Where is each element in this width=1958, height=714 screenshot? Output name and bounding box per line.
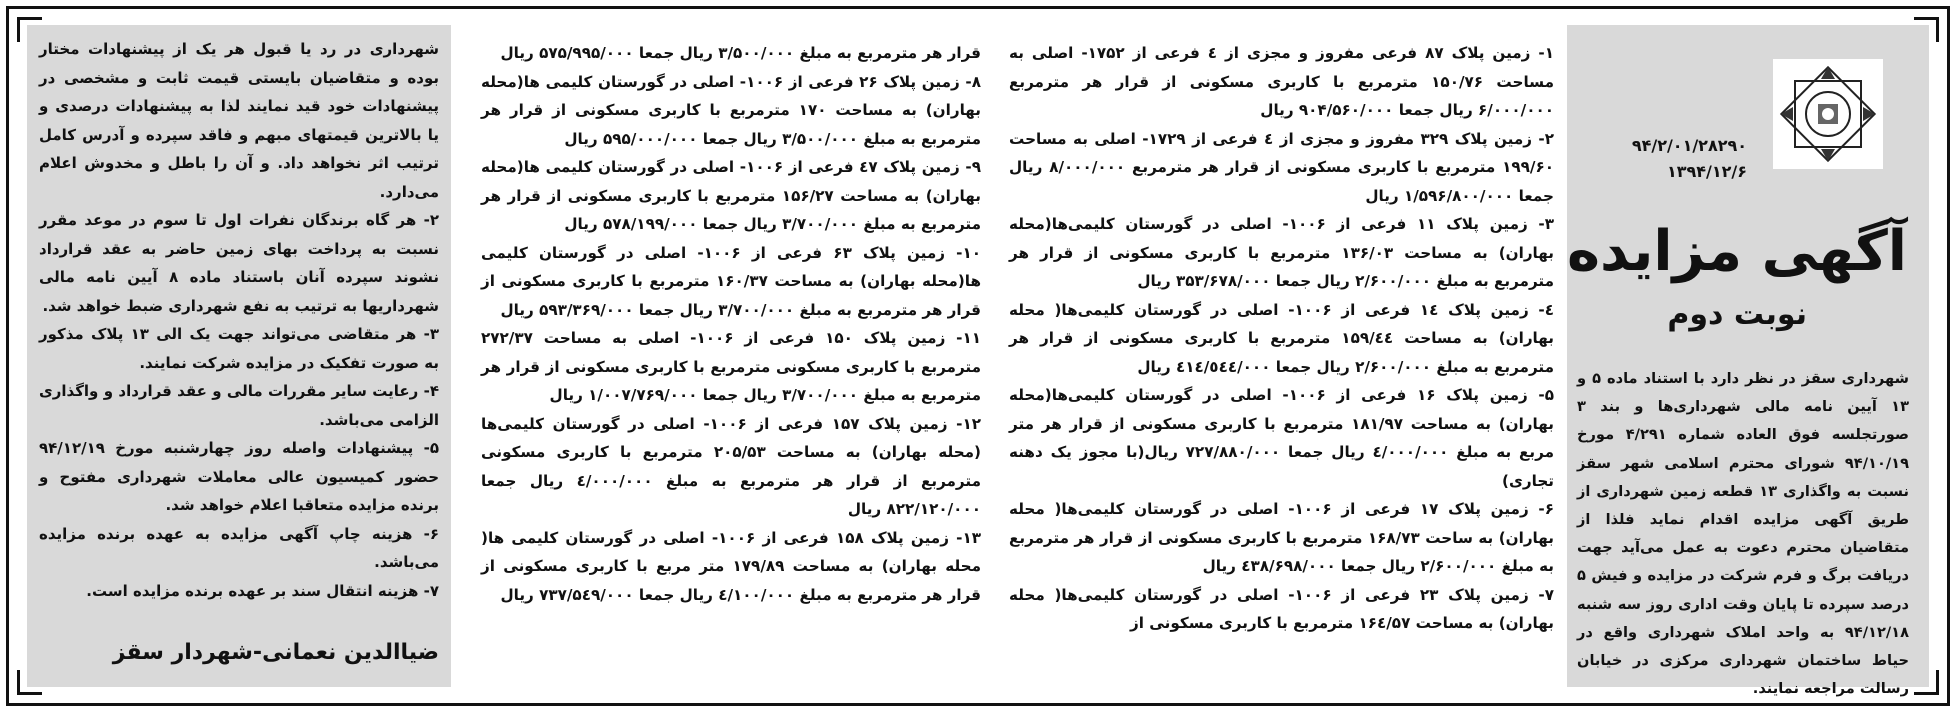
parcel-item: ۱- زمین پلاک ۸۷ فرعی مفروز و مجزی از ٤ فرعی از ۱۷۵۲- اصلی به مساحت ۱۵۰/۷۶ مترمربع با کاربری مسکونی از قرار هر مترمربع ۶/۰۰۰/۰۰۰ ریال جمعا ۹۰۴/۵۶۰/۰۰۰ ریال (1009, 44, 1555, 119)
parcel-item: ۹- زمین پلاک ٤۷ فرعی از ۱۰۰۶- اصلی در گورستان کلیمی ها(محله بهاران) به مساحت ۱۵۶/۲۷ مترمربع با کاربری مسکونی از قرار هر مترمربع به مبلغ ۳/۷۰۰/۰۰۰ ریال جمعا ۵۷۸/۱۹۹/۰۰۰ ریال (481, 158, 981, 233)
condition-item: ۴- رعایت سایر مقررات مالی و عقد قرارداد و واگذاری الزامی می‌باشد. (39, 382, 439, 429)
parcel-item: قرار هر مترمربع به مبلغ ۳/۵۰۰/۰۰۰ ریال جمعا ۵۷۵/۹۹۵/۰۰۰ ریال (500, 44, 981, 62)
parcel-item: ۶- زمین پلاک ۱۷ فرعی از ۱۰۰۶- اصلی در گورستان کلیمی‌ها( محله بهاران) به ساحت ۱۶۸/۷۳ مترمربع با کاربری مسکونی از قرار هر مترمربع به مبلغ ۲/۶۰۰/۰۰۰ ریال جمعا ٤۳۸/۶۹۸/۰۰۰ ریال (1009, 500, 1554, 575)
parcels-column-2 (481, 39, 981, 609)
reference-number: ۹۴/۲/۰۱/۲۸۲۹۰ (1631, 136, 1747, 155)
condition-item: ۵- پیشنهادات واصله روز چهارشنبه مورخ ۹۴/۱۲/۱۹ حضور کمیسیون عالی معاملات شهرداری مفتوح و برنده مزایده متعاقبا اعلام خواهد شد. (39, 439, 439, 514)
parcel-item: ۵- زمین پلاک ۱۶ فرعی از ۱۰۰۶- اصلی در گورستان کلیمی‌ها(محله بهاران) به مساحت ۱۸۱/۹۷ مترمربع با کاربری مسکونی از قرار هر متر مربع به مبلغ ٤/۰۰۰/۰۰۰ ریال جمعا ۷۲۷/۸۸۰/۰۰۰ ریال(با مجوز یک دهنه تجاری) (1009, 386, 1555, 490)
parcel-item: ۷- زمین پلاک ۲۳ فرعی از ۱۰۰۶- اصلی در گورستان کلیمی‌ها( محله بهاران) به مساحت ۱۶٤/۵۷ مترمربع با کاربری مسکونی از (1009, 585, 1554, 632)
page-subtitle: نوبت دوم (1667, 297, 1807, 332)
municipality-emblem-icon (1773, 59, 1883, 169)
page-title: آگهی مزایده (1566, 219, 1907, 284)
condition-item: ۳- هر متقاضی می‌تواند جهت یک الی ۱۳ پلاک مذکور به صورت تفکیک در مزایده شرکت نمایند. (39, 325, 439, 372)
parcel-item: ٤- زمین پلاک ١٤ فرعی از ۱۰۰۶- اصلی در گورستان کلیمی‌ها( محله بهاران) به مساحت ۱۵۹/٤٤ مترمربع با کاربری مسکونی از قرار هر مترمربع به مبلغ ۲/۶۰۰/۰۰۰ ریال جمعا ٤١٤/٥٤٤/۰۰۰ ریال (1009, 300, 1554, 376)
reference-date: ۱۳۹۴/۱۲/۶ (1666, 162, 1747, 181)
parcel-item: ۱۱- زمین پلاک ۱۵۰ فرعی از ۱۰۰۶- اصلی به مساحت ۲۷۲/۳۷ مترمربع با کاربری مسکونی مترمربع با کاربری مسکونی از قرار هر مترمربع به مبلغ ۳/۷۰۰/۰۰۰ ریال جمعا ۱/۰۰۷/۷۶۹/۰۰۰ ریال (481, 329, 981, 404)
reference-block (1632, 133, 1747, 185)
parcel-item: ۳- زمین پلاک ۱۱ فرعی از ۱۰۰۶- اصلی در گورستان کلیمی‌ها(محله بهاران) به مساحت ۱۳۶/۰۳ مترمربع با کاربری مسکونی از قرار هر مترمربع به مبلغ ۲/۶۰۰/۰۰۰ ریال جمعا ۳۵۳/۶۷۸/۰۰۰ ریال (1009, 215, 1555, 290)
intro-text: شهرداری سقز در نظر دارد با استناد ماده ۵ و ۱۳ آیین نامه مالی شهرداری‌ها و بند ۳ صورتجلسه فوق العاده شماره ۴/۲۹۱ مورخ ۹۴/۱۰/۱۹ شورای محترم اسلامی شهر سقز نسبت به واگذاری ۱۳ قطعه زمین شهرداری از طریق آگهی مزایده اقدام نماید فلذا از متقاضیان محترم دعوت به عمل می‌آید جهت دریافت برگ و فرم شرکت در مزایده و فیش ۵ درصد سپرده تا پایان وقت اداری روز سه شنبه ۹۴/۱۲/۱۸ به واحد املاک شهرداری واقع در حیاط ساختمان شهرداری مرکزی در خیابان رسالت مراجعه نمایند. (1577, 370, 1910, 698)
mayor-signature: ضیاالدین نعمانی-شهردار سقز (112, 640, 439, 665)
parcel-item: ۸- زمین پلاک ۲۶ فرعی از ۱۰۰۶- اصلی در گورستان کلیمی ها(محله بهاران) به مساحت ۱۷۰ مترمربع با کاربری مسکونی از قرار هر مترمربع به مبلغ ۳/۵۰۰/۰۰۰ ریال جمعا ۵۹۵/۰۰۰/۰۰۰ ریال (481, 72, 981, 148)
advertisement-frame (6, 6, 1950, 706)
condition-item: ۲- هر گاه برندگان نفرات اول تا سوم در موعد مقرر نسبت به پرداخت بهای زمین حاضر به عقد قرارداد نشوند سپرده آنان باستناد ماده ۸ آیین نامه مالی شهرداریها به ترتیب به نفع شهرداری ضبط خواهد شد. (39, 211, 439, 315)
condition-item: شهرداری در رد یا قبول هر یک از پیشنهادات مختار بوده و متقاضیان بایستی قیمت ثابت و مشخصی در پیشنهادات خود قید نمایند لذا به پیشنهادات درصدی و یا بالاترین قیمتهای مبهم و فاقد سپرده و آدرس کامل ترتیب اثر نخواهد داد. و آن را باطل و مخدوش اعلام می‌دارد. (39, 40, 439, 201)
conditions-column (39, 35, 439, 605)
parcels-column-1 (1009, 39, 1554, 638)
condition-item: ۶- هزینه چاپ آگهی مزایده به عهده برنده مزایده می‌باشد. (39, 524, 439, 571)
parcel-item: ۱۳- زمین پلاک ۱۵۸ فرعی از ۱۰۰۶- اصلی در گورستان کلیمی ها( محله بهاران) به مساحت ۱۷۹/۸۹ متر مربع با کاربری مسکونی از قرار هر مترمربع به مبلغ ٤/۱۰۰/۰۰۰ ریال جمعا ۷۳۷/۵٤۹/۰۰۰ ریال (481, 528, 982, 604)
parcel-item: ۱۰- زمین پلاک ۶۳ فرعی از ۱۰۰۶- اصلی در گورستان کلیمی ها(محله بهاران) به مساحت ۱۶۰/۳۷ مترمربع با کاربری مسکونی از قرار هر مترمربع به مبلغ ۳/۷۰۰/۰۰۰ ریال جمعا ۵۹۳/۳۶۹/۰۰۰ ریال (481, 243, 981, 319)
condition-item: ۷- هزینه انتقال سند بر عهده برنده مزایده است. (86, 581, 439, 600)
parcel-item: ۲- زمین پلاک ۳۲۹ مفروز و مجزی از ٤ فرعی از ۱۷۲۹- اصلی به مساحت ۱۹۹/۶۰ مترمربع با کاربری مسکونی از قرار هر مترمربع ۸/۰۰۰/۰۰۰ ریال جمعا ۱/۵۹۶/۸۰۰/۰۰۰ ریال (1009, 129, 1554, 205)
parcel-item: ۱۲- زمین پلاک ۱۵۷ فرعی از ۱۰۰۶- اصلی در گورستان کلیمی‌ها (محله بهاران) به مساحت ۲۰۵/۵۳ مترمربع با کاربری مسکونی مترمربع از قرار هر مترمربع به مبلغ ٤/۰۰۰/۰۰۰ ریال جمعا ۸۲۲/۱۲۰/۰۰۰ ریال (481, 414, 981, 518)
